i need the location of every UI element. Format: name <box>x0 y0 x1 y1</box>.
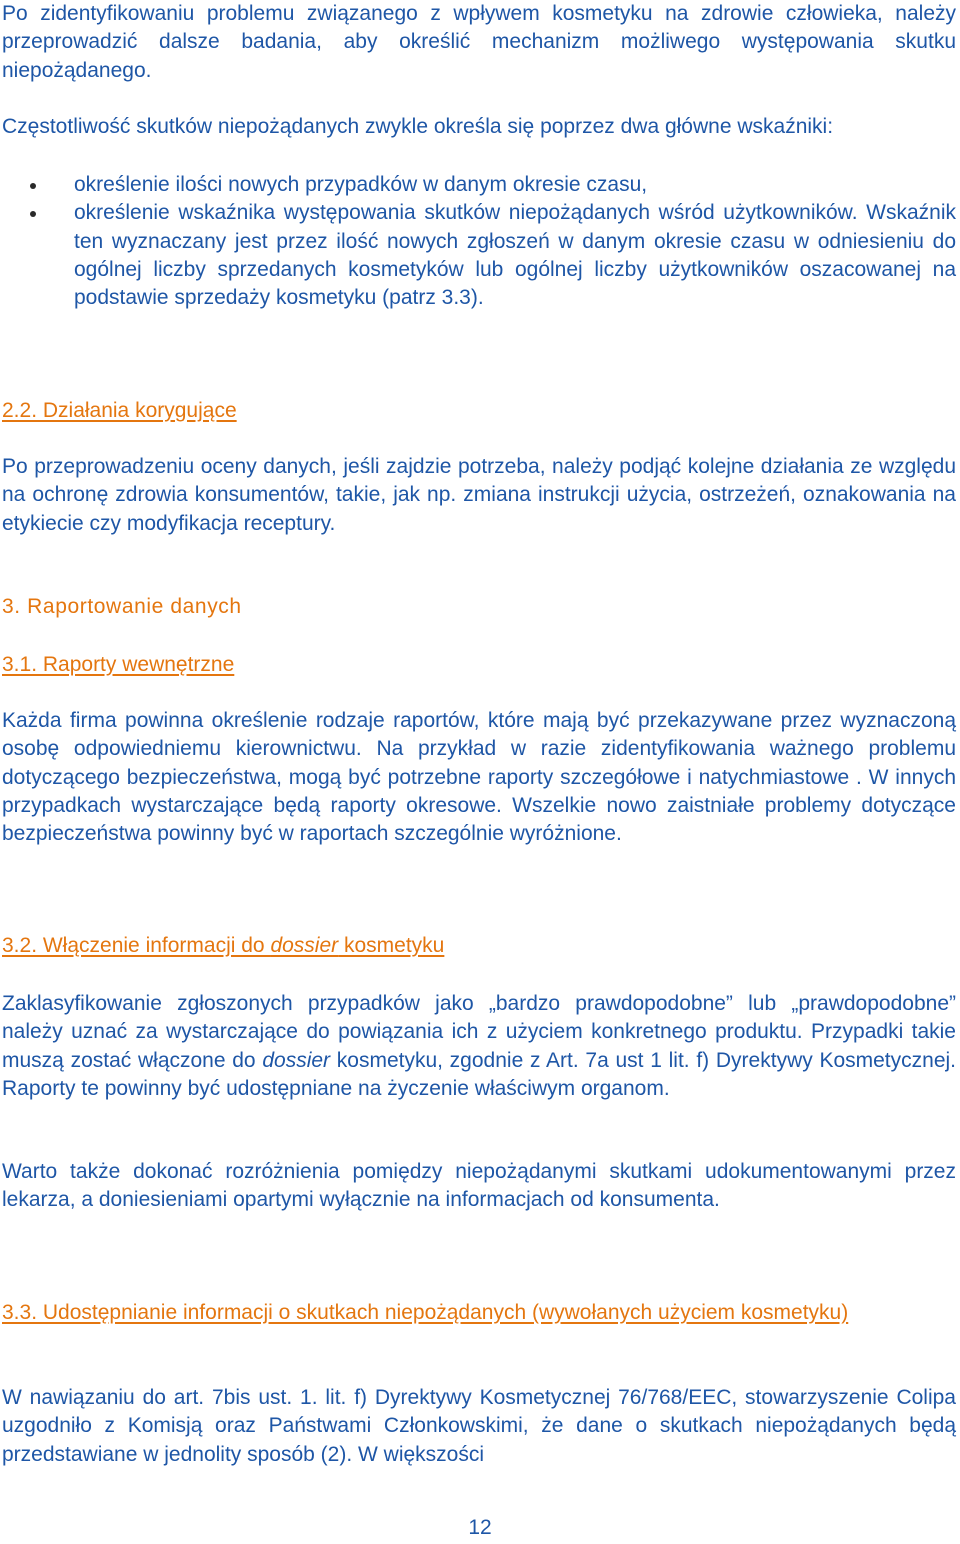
section-3-1-body-part: Wszelkie nowo zaistniałe problemy dotyczące bezpieczeństwa powinny być w raportach szczególnie wyróżnione. <box>2 793 956 846</box>
intro-paragraph: Po zidentyfikowaniu problemu związanego z wpływem kosmetyku na zdrowie człowieka, należy przeprowadzić dalsze badania, aby określić mechanizm możliwego występowania skutku niepożądanego. <box>2 2 956 82</box>
section-3-2-paragraph-2: Warto także dokonać rozróżnienia pomiędzy niepożądanymi skutkami udokumentowanymi przez lekarza, a doniesieniami opartymi wyłącznie na informacjach od konsumenta. <box>2 1160 956 1212</box>
section-heading-3: 3. Raportowanie danych <box>2 595 242 618</box>
section-heading-3-2 <box>2 932 956 960</box>
section-3-3-body: W nawiązaniu do art. 7bis ust. 1. lit. f) Dyrektywy Kosmetycznej 76/768/EEC, stowarzyszenie Colipa uzgodniło z Komisją oraz Państwami Członkowskimi, że dane o skutkach niepożądanych będą przedstawiane w jednolity sposób (2). W większości <box>2 1386 956 1466</box>
section-3-1-body-part: Na przykład w razie zidentyfikowania ważnego problemu dotyczącego bezpieczeństwa, mogą być potrzebne raporty szczegółowe i natychmiastowe . W innych przypadkach wystarczające będą raporty okresowe. <box>2 737 957 817</box>
list-item <box>0 199 956 312</box>
section-heading-3-2-part: kosmetyku <box>338 934 445 957</box>
section-3-2-paragraph-1 <box>2 990 956 1103</box>
list-item-text-continued: Wskaźnik ten wyznaczany jest przez ilość nowych zgłoszeń w danym okresie czasu w odniesieniu do ogólnej liczby sprzedanych kosmetyków lub ogólnej liczby użytkowników oszacowanej na podstawie sprzedaży kosmetyku (patrz 3.3). <box>74 201 956 310</box>
indicator-list <box>0 171 956 312</box>
section-heading-3-2-part: 3.2. Włączenie informacji do <box>2 934 271 957</box>
list-item-text: określenie ilości nowych przypadków w danym okresie czasu, <box>74 173 648 196</box>
page-number: 12 <box>468 1516 492 1539</box>
frequency-paragraph: Częstotliwość skutków niepożądanych zwykle określa się poprzez dwa główne wskaźniki: <box>2 115 834 138</box>
list-item <box>0 171 956 199</box>
section-3-1-body <box>2 707 956 848</box>
list-item-text: określenie wskaźnika występowania skutków niepożądanych wśród użytkowników. <box>74 201 858 225</box>
section-heading-3-2-italic: dossier <box>270 934 339 957</box>
bullet-icon <box>30 183 36 189</box>
section-2-2-body: Po przeprowadzeniu oceny danych, jeśli zajdzie potrzeba, należy podjąć kolejne działania ze względu na ochronę zdrowia konsumentów, takie, jak np. zmiana instrukcji użycia, ostrzeżeń, oznakowania na etykiecie czy modyfikacja receptury. <box>2 455 956 535</box>
section-heading-2-2: 2.2. Działania korygujące <box>2 399 237 422</box>
section-3-1-body-part: Każda firma powinna określenie rodzaje raportów, które mają być przekazywane przez wyznaczoną osobę odpowiedniemu kierownictwu. <box>2 709 956 761</box>
section-heading-3-3: 3.3. Udostępnianie informacji o skutkach niepożądanych (wywołanych użyciem kosmetyku) <box>2 1301 849 1324</box>
section-3-2-text: kosmetyku, zgodnie z Art. 7a ust 1 lit. f) Dyrektywy Kosmetycznej. Raporty te powinny być udostępniane na życzenie właściwym organom. <box>2 1048 957 1100</box>
section-3-2-text: Zaklasyfikowanie zgłoszonych przypadków jako „bardzo prawdopodobne” lub „prawdopodobne” należy uznać za wystarczające do powiązania ich z użyciem konkretnego produktu. Przypadki takie muszą zostać włączone do <box>2 992 956 1072</box>
section-heading-3-1: 3.1. Raporty wewnętrzne <box>2 653 235 676</box>
bullet-icon <box>30 211 36 217</box>
section-3-2-italic: dossier <box>262 1048 331 1072</box>
